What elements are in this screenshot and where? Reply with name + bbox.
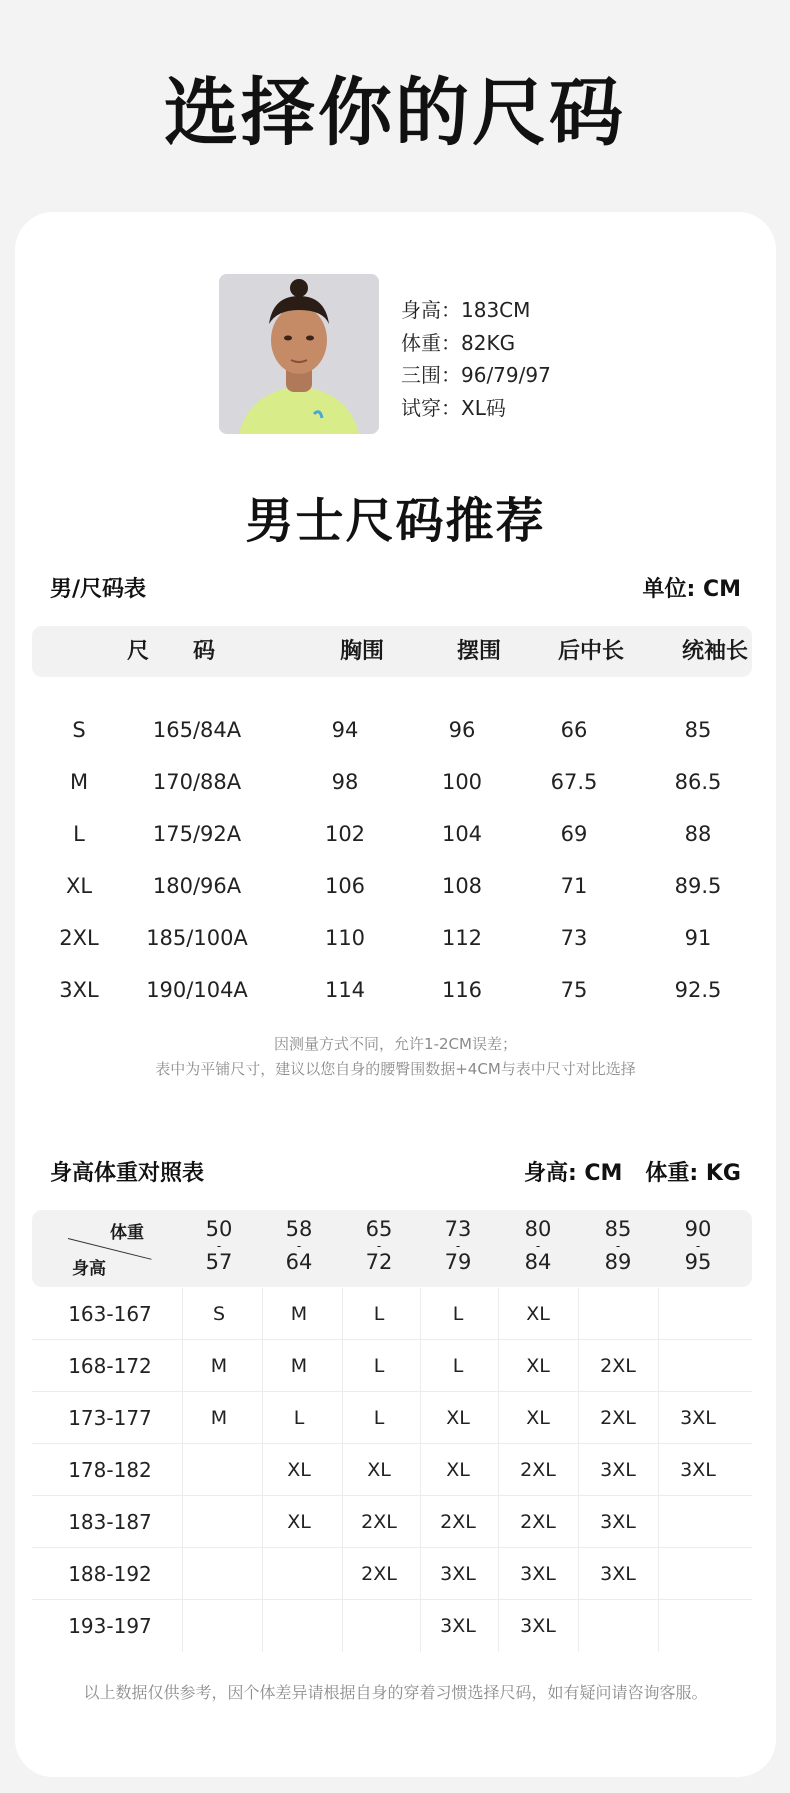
- model-stats: [401, 294, 551, 424]
- hw-table-row: [32, 1392, 752, 1444]
- height-range-label: 193-197: [68, 1614, 152, 1638]
- col-size: 尺 码: [126, 639, 216, 664]
- size-cell-spec: 165/84A: [152, 718, 242, 742]
- hw-table-row: [32, 1600, 752, 1652]
- weight-range-header: [685, 1218, 712, 1274]
- weight-range-dash: -: [535, 1239, 541, 1253]
- recommended-size-cell: 2XL: [520, 1459, 556, 1481]
- size-cell-back-length: 71: [560, 874, 588, 898]
- model-height: 身高：183CM: [401, 298, 531, 322]
- hw-table-row: [32, 1444, 752, 1496]
- size-cell-chest: 98: [331, 770, 359, 794]
- recommended-size-cell: 3XL: [440, 1563, 476, 1585]
- hw-table-heading: [50, 1156, 741, 1187]
- weight-range-dash: -: [455, 1239, 461, 1253]
- corner-weight-label: 体重: [110, 1223, 144, 1243]
- weight-range-min: 65: [365, 1217, 393, 1241]
- col-hem: 摆围: [456, 639, 502, 664]
- weight-range-dash: -: [296, 1239, 302, 1253]
- recommended-size-cell: M: [210, 1407, 228, 1429]
- weight-range-dash: -: [376, 1239, 382, 1253]
- size-cell-hem: 96: [448, 718, 476, 742]
- weight-range-min: 73: [444, 1217, 472, 1241]
- measure-note-2: 表中为平铺尺寸，建议以您自身的腰臀围数据+4CM与表中尺寸对比选择: [155, 1060, 636, 1078]
- size-cell-back-length: 69: [560, 822, 588, 846]
- recommended-size-cell: 2XL: [600, 1407, 636, 1429]
- recommended-size-cell: 2XL: [361, 1511, 397, 1533]
- recommended-size-cell: M: [290, 1303, 308, 1325]
- recommended-size-cell: L: [293, 1407, 305, 1429]
- recommended-size-cell: L: [373, 1355, 385, 1377]
- hw-table-header: [32, 1210, 752, 1287]
- size-cell-sleeve-length: 86.5: [674, 770, 722, 794]
- size-cell-sleeve-length: 85: [684, 718, 712, 742]
- height-range-label: 168-172: [68, 1354, 152, 1378]
- weight-range-header: [445, 1218, 472, 1274]
- recommended-size-cell: L: [452, 1303, 464, 1325]
- recommended-size-cell: XL: [287, 1511, 311, 1533]
- hw-table-row: [32, 1496, 752, 1548]
- size-table-row: [15, 756, 776, 808]
- model-measurements: 三围：96/79/97: [401, 363, 551, 387]
- recommended-size-cell: M: [210, 1355, 228, 1377]
- weight-range-dash: -: [695, 1239, 701, 1253]
- weight-range-dash: -: [216, 1239, 222, 1253]
- size-cell-spec: 185/100A: [146, 926, 248, 950]
- weight-range-max: 84: [524, 1250, 552, 1274]
- size-cell-sleeve-length: 88: [684, 822, 712, 846]
- size-cell-spec: 190/104A: [146, 978, 248, 1002]
- weight-range-max: 89: [604, 1250, 632, 1274]
- height-range-label: 173-177: [68, 1406, 152, 1430]
- weight-range-max: 64: [285, 1250, 313, 1274]
- size-table-row: [15, 860, 776, 912]
- size-card: [15, 212, 776, 1777]
- col-sleeve-length: 统袖长: [681, 639, 749, 664]
- size-cell-back-length: 66: [560, 718, 588, 742]
- height-range-label: 178-182: [68, 1458, 152, 1482]
- size-table-caption: 男/尺码表: [50, 577, 147, 602]
- size-cell-back-length: 75: [560, 978, 588, 1002]
- size-table-row: [15, 912, 776, 964]
- recommended-size-cell: 2XL: [520, 1511, 556, 1533]
- size-cell-hem: 112: [441, 926, 483, 950]
- size-cell-spec: 180/96A: [152, 874, 242, 898]
- size-cell-chest: 114: [324, 978, 366, 1002]
- hw-table-row: [32, 1548, 752, 1600]
- col-chest: 胸围: [339, 639, 385, 664]
- size-cell-size: XL: [65, 874, 93, 898]
- weight-range-min: 85: [604, 1217, 632, 1241]
- height-range-label: 188-192: [68, 1562, 152, 1586]
- size-cell-chest: 102: [324, 822, 366, 846]
- weight-range-min: 58: [285, 1217, 313, 1241]
- weight-range-dash: -: [615, 1239, 621, 1253]
- col-back-length: 后中长: [557, 639, 625, 664]
- size-cell-size: 2XL: [59, 926, 99, 950]
- size-table-row: [15, 964, 776, 1016]
- size-cell-hem: 104: [441, 822, 483, 846]
- hw-table-row: [32, 1340, 752, 1392]
- section-title: 男士尺码推荐: [245, 493, 546, 549]
- model-weight: 体重：82KG: [401, 330, 516, 355]
- recommended-size-cell: L: [452, 1355, 464, 1377]
- hw-table-caption: 身高体重对照表: [50, 1161, 205, 1186]
- size-table-header: [32, 626, 752, 677]
- size-table-heading: [50, 572, 741, 603]
- recommended-size-cell: XL: [526, 1407, 550, 1429]
- size-table-row: [15, 704, 776, 756]
- weight-range-max: 57: [205, 1250, 233, 1274]
- recommended-size-cell: 3XL: [600, 1511, 636, 1533]
- weight-range-min: 90: [684, 1217, 712, 1241]
- recommended-size-cell: S: [212, 1303, 226, 1325]
- size-table-row: [15, 808, 776, 860]
- weight-range-header: [605, 1218, 632, 1274]
- height-range-label: 183-187: [68, 1510, 152, 1534]
- weight-range-header: [366, 1218, 393, 1274]
- hw-table-body: [32, 1288, 752, 1652]
- recommended-size-cell: XL: [446, 1459, 470, 1481]
- size-cell-back-length: 67.5: [550, 770, 598, 794]
- size-cell-sleeve-length: 89.5: [674, 874, 722, 898]
- recommended-size-cell: 2XL: [440, 1511, 476, 1533]
- hw-table-unit: 身高: CM 体重: KG: [523, 1161, 741, 1186]
- size-cell-sleeve-length: 91: [684, 926, 712, 950]
- size-cell-size: L: [73, 822, 85, 846]
- recommended-size-cell: 3XL: [680, 1459, 716, 1481]
- recommended-size-cell: XL: [287, 1459, 311, 1481]
- recommended-size-cell: 3XL: [600, 1563, 636, 1585]
- recommended-size-cell: XL: [446, 1407, 470, 1429]
- recommended-size-cell: 2XL: [361, 1563, 397, 1585]
- size-cell-hem: 108: [441, 874, 483, 898]
- weight-range-max: 95: [684, 1250, 712, 1274]
- size-cell-hem: 100: [441, 770, 483, 794]
- recommended-size-cell: L: [373, 1303, 385, 1325]
- size-cell-chest: 94: [331, 718, 359, 742]
- size-cell-sleeve-length: 92.5: [674, 978, 722, 1002]
- size-cell-chest: 110: [324, 926, 366, 950]
- size-cell-size: M: [69, 770, 89, 794]
- size-cell-hem: 116: [441, 978, 483, 1002]
- corner-height-label: 身高: [72, 1259, 106, 1279]
- model-photo: [219, 274, 379, 434]
- recommended-size-cell: M: [290, 1355, 308, 1377]
- recommended-size-cell: 3XL: [680, 1407, 716, 1429]
- size-cell-spec: 170/88A: [152, 770, 242, 794]
- weight-range-header: [206, 1218, 233, 1274]
- weight-range-header: [286, 1218, 313, 1274]
- size-cell-spec: 175/92A: [152, 822, 242, 846]
- measure-note-1: 因测量方式不同，允许1-2CM误差；: [274, 1035, 517, 1053]
- size-cell-size: 3XL: [59, 978, 99, 1002]
- size-table-unit: 单位: CM: [642, 577, 741, 602]
- footer-note: 以上数据仅供参考，因个体差异请根据自身的穿着习惯选择尺码，如有疑问请咨询客服。: [83, 1683, 708, 1702]
- recommended-size-cell: 2XL: [600, 1355, 636, 1377]
- hw-table-row: [32, 1288, 752, 1340]
- model-try-on-size: 试穿：XL码: [401, 395, 506, 420]
- weight-range-max: 79: [444, 1250, 472, 1274]
- weight-range-min: 50: [205, 1217, 233, 1241]
- recommended-size-cell: XL: [526, 1303, 550, 1325]
- weight-range-max: 72: [365, 1250, 393, 1274]
- recommended-size-cell: 3XL: [520, 1615, 556, 1637]
- recommended-size-cell: XL: [526, 1355, 550, 1377]
- recommended-size-cell: 3XL: [600, 1459, 636, 1481]
- recommended-size-cell: 3XL: [440, 1615, 476, 1637]
- recommended-size-cell: L: [373, 1407, 385, 1429]
- weight-range-min: 80: [524, 1217, 552, 1241]
- weight-range-header: [525, 1218, 552, 1274]
- size-cell-chest: 106: [324, 874, 366, 898]
- recommended-size-cell: XL: [367, 1459, 391, 1481]
- recommended-size-cell: 3XL: [520, 1563, 556, 1585]
- height-range-label: 163-167: [68, 1302, 152, 1326]
- page-title: 选择你的尺码: [164, 70, 626, 156]
- size-cell-back-length: 73: [560, 926, 588, 950]
- size-cell-size: S: [72, 718, 86, 742]
